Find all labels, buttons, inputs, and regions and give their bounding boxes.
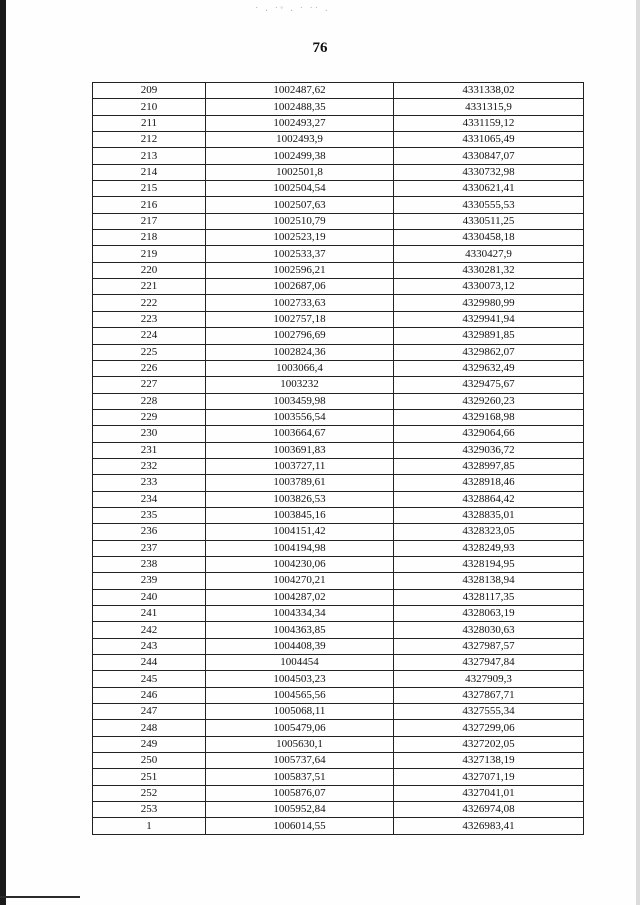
table-row (93, 279, 584, 295)
table-row (93, 524, 584, 540)
table-row (93, 818, 584, 834)
y-coordinate-cell: 4328138,94 (394, 573, 584, 589)
point-number-cell: 229 (93, 409, 206, 425)
y-coordinate-cell: 4327867,71 (394, 687, 584, 703)
y-coordinate-cell: 4330511,25 (394, 213, 584, 229)
x-coordinate-cell: 1004334,34 (206, 606, 394, 622)
table-row (93, 148, 584, 164)
x-coordinate-cell: 1006014,55 (206, 818, 394, 834)
point-number-cell: 251 (93, 769, 206, 785)
x-coordinate-cell: 1003691,83 (206, 442, 394, 458)
y-coordinate-cell: 4330427,9 (394, 246, 584, 262)
y-coordinate-cell: 4328835,01 (394, 507, 584, 523)
y-coordinate-cell: 4330555,53 (394, 197, 584, 213)
point-number-cell: 247 (93, 704, 206, 720)
table-row (93, 736, 584, 752)
y-coordinate-cell: 4328117,35 (394, 589, 584, 605)
point-number-cell: 215 (93, 181, 206, 197)
table-row (93, 262, 584, 278)
y-coordinate-cell: 4331159,12 (394, 115, 584, 131)
y-coordinate-cell: 4330281,32 (394, 262, 584, 278)
y-coordinate-cell: 4327947,84 (394, 655, 584, 671)
x-coordinate-cell: 1002487,62 (206, 83, 394, 99)
y-coordinate-cell: 4329064,66 (394, 426, 584, 442)
x-coordinate-cell: 1005737,64 (206, 753, 394, 769)
page-number: 76 (312, 40, 328, 56)
coordinates-table (92, 82, 584, 835)
y-coordinate-cell: 4330073,12 (394, 279, 584, 295)
y-coordinate-cell: 4328063,19 (394, 606, 584, 622)
table-row (93, 785, 584, 801)
x-coordinate-cell: 1005837,51 (206, 769, 394, 785)
x-coordinate-cell: 1002501,8 (206, 164, 394, 180)
table-row (93, 295, 584, 311)
scan-right-border (636, 0, 640, 905)
table-row (93, 556, 584, 572)
x-coordinate-cell: 1003727,11 (206, 458, 394, 474)
point-number-cell: 240 (93, 589, 206, 605)
x-coordinate-cell: 1004287,02 (206, 589, 394, 605)
x-coordinate-cell: 1002488,35 (206, 99, 394, 115)
table-row (93, 409, 584, 425)
y-coordinate-cell: 4328864,42 (394, 491, 584, 507)
y-coordinate-cell: 4330458,18 (394, 230, 584, 246)
point-number-cell: 222 (93, 295, 206, 311)
table-row (93, 213, 584, 229)
table-row (93, 475, 584, 491)
point-number-cell: 213 (93, 148, 206, 164)
table-row (93, 393, 584, 409)
point-number-cell: 211 (93, 115, 206, 131)
y-coordinate-cell: 4329168,98 (394, 409, 584, 425)
x-coordinate-cell: 1004503,23 (206, 671, 394, 687)
y-coordinate-cell: 4329941,94 (394, 311, 584, 327)
table-row (93, 426, 584, 442)
y-coordinate-cell: 4327299,06 (394, 720, 584, 736)
y-coordinate-cell: 4327987,57 (394, 638, 584, 654)
x-coordinate-cell: 1004454 (206, 655, 394, 671)
x-coordinate-cell: 1004363,85 (206, 622, 394, 638)
x-coordinate-cell: 1002504,54 (206, 181, 394, 197)
point-number-cell: 214 (93, 164, 206, 180)
point-number-cell: 231 (93, 442, 206, 458)
point-number-cell: 242 (93, 622, 206, 638)
table-row (93, 328, 584, 344)
x-coordinate-cell: 1002523,19 (206, 230, 394, 246)
point-number-cell: 238 (93, 556, 206, 572)
table-row (93, 246, 584, 262)
x-coordinate-cell: 1003066,4 (206, 360, 394, 376)
table-row (93, 704, 584, 720)
y-coordinate-cell: 4328030,63 (394, 622, 584, 638)
x-coordinate-cell: 1004565,56 (206, 687, 394, 703)
x-coordinate-cell: 1005952,84 (206, 802, 394, 818)
x-coordinate-cell: 1003664,67 (206, 426, 394, 442)
x-coordinate-cell: 1003459,98 (206, 393, 394, 409)
y-coordinate-cell: 4328323,05 (394, 524, 584, 540)
table-row (93, 589, 584, 605)
table-row (93, 573, 584, 589)
table-row (93, 230, 584, 246)
y-coordinate-cell: 4329632,49 (394, 360, 584, 376)
point-number-cell: 216 (93, 197, 206, 213)
table-row (93, 491, 584, 507)
x-coordinate-cell: 1005068,11 (206, 704, 394, 720)
table-row (93, 802, 584, 818)
table-row (93, 671, 584, 687)
table-row (93, 197, 584, 213)
point-number-cell: 239 (93, 573, 206, 589)
y-coordinate-cell: 4329475,67 (394, 377, 584, 393)
table-row (93, 360, 584, 376)
y-coordinate-cell: 4331338,02 (394, 83, 584, 99)
x-coordinate-cell: 1002596,21 (206, 262, 394, 278)
table-row (93, 458, 584, 474)
y-coordinate-cell: 4330621,41 (394, 181, 584, 197)
x-coordinate-cell: 1004151,42 (206, 524, 394, 540)
scan-bottom-mark (0, 896, 80, 898)
x-coordinate-cell: 1002507,63 (206, 197, 394, 213)
point-number-cell: 221 (93, 279, 206, 295)
table-row (93, 181, 584, 197)
x-coordinate-cell: 1004270,21 (206, 573, 394, 589)
table-row (93, 655, 584, 671)
point-number-cell: 253 (93, 802, 206, 818)
y-coordinate-cell: 4328249,93 (394, 540, 584, 556)
y-coordinate-cell: 4329980,99 (394, 295, 584, 311)
table-row (93, 540, 584, 556)
y-coordinate-cell: 4327555,34 (394, 704, 584, 720)
x-coordinate-cell: 1002824,36 (206, 344, 394, 360)
point-number-cell: 218 (93, 230, 206, 246)
y-coordinate-cell: 4327041,01 (394, 785, 584, 801)
x-coordinate-cell: 1003556,54 (206, 409, 394, 425)
y-coordinate-cell: 4330732,98 (394, 164, 584, 180)
y-coordinate-cell: 4326983,41 (394, 818, 584, 834)
table-row (93, 769, 584, 785)
table-row (93, 606, 584, 622)
table-row (93, 83, 584, 99)
point-number-cell: 241 (93, 606, 206, 622)
x-coordinate-cell: 1004230,06 (206, 556, 394, 572)
point-number-cell: 250 (93, 753, 206, 769)
x-coordinate-cell: 1002493,9 (206, 132, 394, 148)
point-number-cell: 212 (93, 132, 206, 148)
point-number-cell: 228 (93, 393, 206, 409)
point-number-cell: 209 (93, 83, 206, 99)
table-row (93, 753, 584, 769)
point-number-cell: 249 (93, 736, 206, 752)
table-row (93, 622, 584, 638)
point-number-cell: 235 (93, 507, 206, 523)
x-coordinate-cell: 1002796,69 (206, 328, 394, 344)
table-row (93, 99, 584, 115)
scan-left-border (0, 0, 6, 905)
x-coordinate-cell: 1005876,07 (206, 785, 394, 801)
point-number-cell: 234 (93, 491, 206, 507)
point-number-cell: 224 (93, 328, 206, 344)
y-coordinate-cell: 4327202,05 (394, 736, 584, 752)
y-coordinate-cell: 4328918,46 (394, 475, 584, 491)
point-number-cell: 225 (93, 344, 206, 360)
coordinates-table-body (93, 83, 584, 835)
table-row (93, 638, 584, 654)
point-number-cell: 233 (93, 475, 206, 491)
x-coordinate-cell: 1002687,06 (206, 279, 394, 295)
x-coordinate-cell: 1003232 (206, 377, 394, 393)
y-coordinate-cell: 4329260,23 (394, 393, 584, 409)
y-coordinate-cell: 4329036,72 (394, 442, 584, 458)
point-number-cell: 243 (93, 638, 206, 654)
table-row (93, 164, 584, 180)
point-number-cell: 248 (93, 720, 206, 736)
point-number-cell: 1 (93, 818, 206, 834)
table-row (93, 344, 584, 360)
x-coordinate-cell: 1004194,98 (206, 540, 394, 556)
scan-noise-marks: ˙ · ˙˚ · ˙ ˙˙ · (255, 6, 330, 17)
y-coordinate-cell: 4326974,08 (394, 802, 584, 818)
y-coordinate-cell: 4329891,85 (394, 328, 584, 344)
point-number-cell: 210 (93, 99, 206, 115)
x-coordinate-cell: 1002757,18 (206, 311, 394, 327)
y-coordinate-cell: 4327909,3 (394, 671, 584, 687)
point-number-cell: 232 (93, 458, 206, 474)
point-number-cell: 217 (93, 213, 206, 229)
x-coordinate-cell: 1003789,61 (206, 475, 394, 491)
table-row (93, 687, 584, 703)
x-coordinate-cell: 1003826,53 (206, 491, 394, 507)
y-coordinate-cell: 4330847,07 (394, 148, 584, 164)
x-coordinate-cell: 1005630,1 (206, 736, 394, 752)
coordinates-table-container (92, 82, 582, 835)
table-row (93, 720, 584, 736)
y-coordinate-cell: 4328997,85 (394, 458, 584, 474)
table-row (93, 115, 584, 131)
y-coordinate-cell: 4329862,07 (394, 344, 584, 360)
x-coordinate-cell: 1002733,63 (206, 295, 394, 311)
point-number-cell: 245 (93, 671, 206, 687)
point-number-cell: 252 (93, 785, 206, 801)
y-coordinate-cell: 4327138,19 (394, 753, 584, 769)
x-coordinate-cell: 1005479,06 (206, 720, 394, 736)
y-coordinate-cell: 4328194,95 (394, 556, 584, 572)
y-coordinate-cell: 4327071,19 (394, 769, 584, 785)
y-coordinate-cell: 4331065,49 (394, 132, 584, 148)
x-coordinate-cell: 1002493,27 (206, 115, 394, 131)
x-coordinate-cell: 1002533,37 (206, 246, 394, 262)
table-row (93, 507, 584, 523)
x-coordinate-cell: 1003845,16 (206, 507, 394, 523)
y-coordinate-cell: 4331315,9 (394, 99, 584, 115)
table-row (93, 377, 584, 393)
point-number-cell: 244 (93, 655, 206, 671)
x-coordinate-cell: 1002510,79 (206, 213, 394, 229)
table-row (93, 311, 584, 327)
point-number-cell: 230 (93, 426, 206, 442)
table-row (93, 442, 584, 458)
point-number-cell: 219 (93, 246, 206, 262)
point-number-cell: 237 (93, 540, 206, 556)
point-number-cell: 223 (93, 311, 206, 327)
point-number-cell: 236 (93, 524, 206, 540)
x-coordinate-cell: 1002499,38 (206, 148, 394, 164)
point-number-cell: 220 (93, 262, 206, 278)
point-number-cell: 246 (93, 687, 206, 703)
point-number-cell: 227 (93, 377, 206, 393)
point-number-cell: 226 (93, 360, 206, 376)
table-row (93, 132, 584, 148)
x-coordinate-cell: 1004408,39 (206, 638, 394, 654)
